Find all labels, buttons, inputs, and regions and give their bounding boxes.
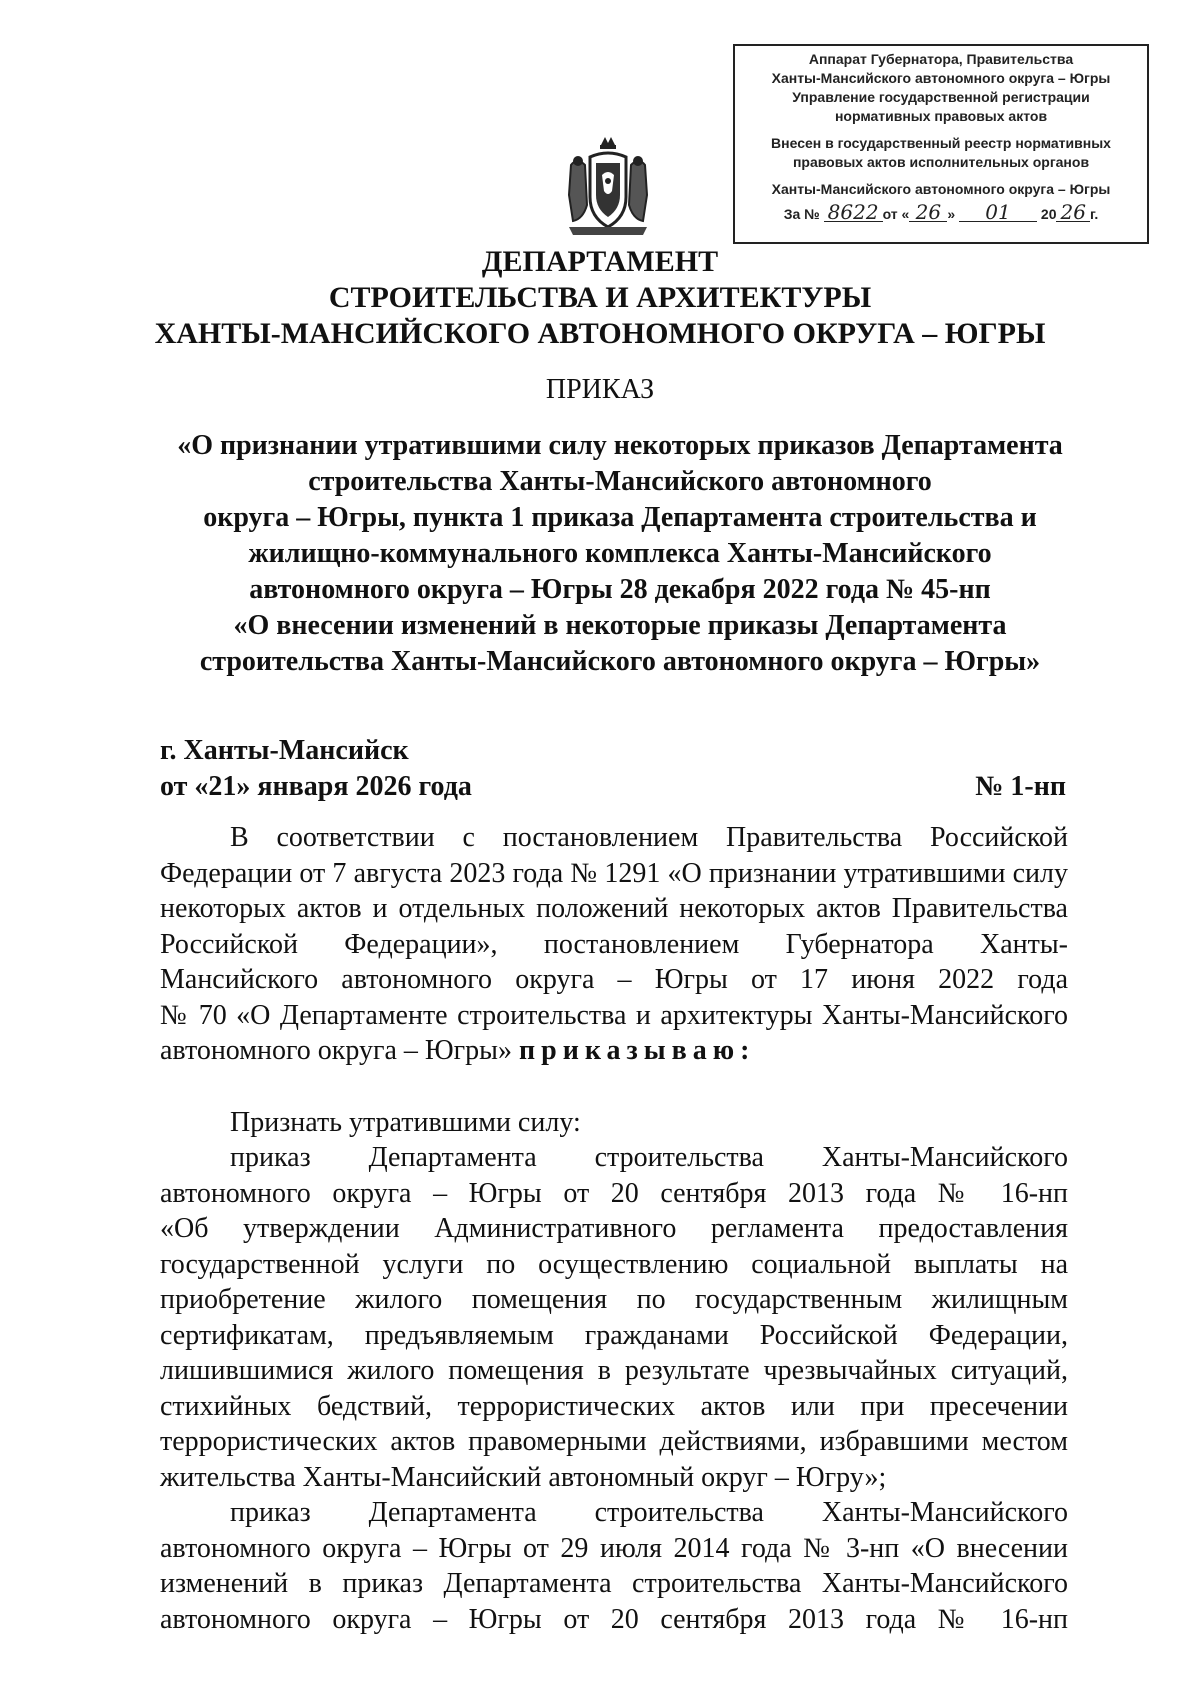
item2-line: изменений в приказ Департамента строительства Ханты-Мансийского	[160, 1568, 1068, 1599]
title-line: автономного округа – Югры 28 декабря 2022 года № 45-нп	[249, 574, 991, 605]
item1-line: жительства Ханты-Мансийский автономный округ – Югру»;	[160, 1461, 887, 1493]
item1-line: лишившимися жилого помещения в результате чрезвычайных ситуаций,	[160, 1355, 1068, 1386]
item1-line: автономного округа – Югры от 20 сентября 2013 года № 16-нп	[160, 1177, 1068, 1209]
preamble-line: некоторых актов и отдельных положений некоторых актов Правительства	[160, 893, 1068, 924]
stamp-reg-year: 26	[1056, 203, 1089, 222]
stamp-reg-close: »	[947, 206, 956, 222]
title-line: строительства Ханты-Мансийского автономного округа – Югры»	[199, 646, 1041, 677]
stamp-line-7: Ханты-Мансийского автономного округа – Югры	[771, 181, 1111, 197]
preamble-last-text: автономного округа – Югры»	[160, 1035, 512, 1066]
intro-line: Признать утратившими силу:	[230, 1106, 581, 1138]
stamp-registration-line	[735, 200, 1147, 224]
registration-stamp	[733, 44, 1149, 244]
department-line-1: ДЕПАРТАМЕНТ	[481, 245, 719, 278]
item1-line: «Об утверждении Административного регламента предоставления	[160, 1213, 1068, 1244]
stamp-reg-month: 01	[959, 203, 1037, 222]
item1-line: стихийных бедствий, террористических актов или при пресечении	[160, 1390, 1068, 1422]
stamp-reg-from: от «	[882, 206, 910, 222]
preamble-line: Российской Федерации», постановлением Губернатора Ханты-	[160, 928, 1068, 960]
department-line-2: СТРОИТЕЛЬСТВА И АРХИТЕКТУРЫ	[328, 281, 872, 314]
item2-line: автономного округа – Югры от 29 июля 2014 года № 3-нп «О внесении	[160, 1532, 1068, 1564]
stamp-reg-year-prefix: 20	[1040, 206, 1057, 222]
item1-line: террористических актов правомерными действиями, избравшими местом	[160, 1426, 1068, 1457]
place-of-issue: г. Ханты-Мансийск	[160, 735, 409, 766]
document-type: ПРИКАЗ	[545, 374, 655, 405]
title-line: «О внесении изменений в некоторые приказы Департамента	[233, 610, 1007, 641]
stamp-line-6: правовых актов исполнительных органов	[792, 154, 1090, 170]
order-title	[160, 428, 1080, 680]
item1-line: сертификатам, предъявляемым гражданами Российской Федерации,	[160, 1319, 1068, 1351]
title-line: «О признании утратившими силу некоторых приказов Департамента	[177, 430, 1063, 461]
stamp-reg-prefix: За №	[783, 206, 820, 222]
order-date: от «21» января 2026 года	[160, 771, 472, 802]
stamp-line-5: Внесен в государственный реестр нормативных	[771, 135, 1111, 151]
department-line-3: ХАНТЫ-МАНСИЙСКОГО АВТОНОМНОГО ОКРУГА – ЮГРЫ	[154, 317, 1046, 350]
item1-line: приказ Департамента строительства Ханты-Мансийского	[230, 1142, 1068, 1173]
item2-line: приказ Департамента строительства Ханты-Мансийского	[230, 1497, 1068, 1528]
order-number: № 1-нп	[975, 771, 1066, 802]
order-word: приказываю:	[518, 1035, 756, 1066]
title-line: округа – Югры, пункта 1 приказа Департамента строительства и	[203, 502, 1037, 533]
item2-line: автономного округа – Югры от 20 сентября 2013 года № 16-нп	[160, 1603, 1068, 1635]
stamp-line-2: Ханты-Мансийского автономного округа – Югры	[771, 70, 1111, 86]
coat-of-arms-icon	[565, 135, 651, 239]
preamble-last-line	[160, 1033, 1068, 1069]
preamble-line: Федерации от 7 августа 2023 года № 1291 «О признании утратившими силу	[160, 857, 1068, 889]
preamble-line: № 70 «О Департаменте строительства и архитектуры Ханты-Мансийского	[160, 999, 1068, 1031]
stamp-line-3: Управление государственной регистрации	[792, 89, 1090, 105]
preamble-line: Мансийского автономного округа – Югры от 17 июня 2022 года	[160, 964, 1068, 995]
item1-line: государственной услуги по осуществлению социальной выплаты на	[160, 1248, 1068, 1280]
item1-line: приобретение жилого помещения по государственным жилищным	[160, 1284, 1068, 1315]
stamp-reg-suffix: г.	[1089, 206, 1099, 222]
title-line: строительства Ханты-Мансийского автономного	[308, 466, 932, 497]
stamp-line-1: Аппарат Губернатора, Правительства	[808, 51, 1074, 67]
stamp-reg-day: 26	[909, 203, 947, 222]
document-body	[160, 820, 1068, 1637]
stamp-reg-number: 8622	[824, 203, 883, 222]
stamp-line-4: нормативных правовых актов	[834, 108, 1048, 124]
preamble-line: В соответствии с постановлением Правительства Российской	[230, 822, 1068, 853]
title-line: жилищно-коммунального комплекса Ханты-Мансийского	[248, 538, 992, 569]
